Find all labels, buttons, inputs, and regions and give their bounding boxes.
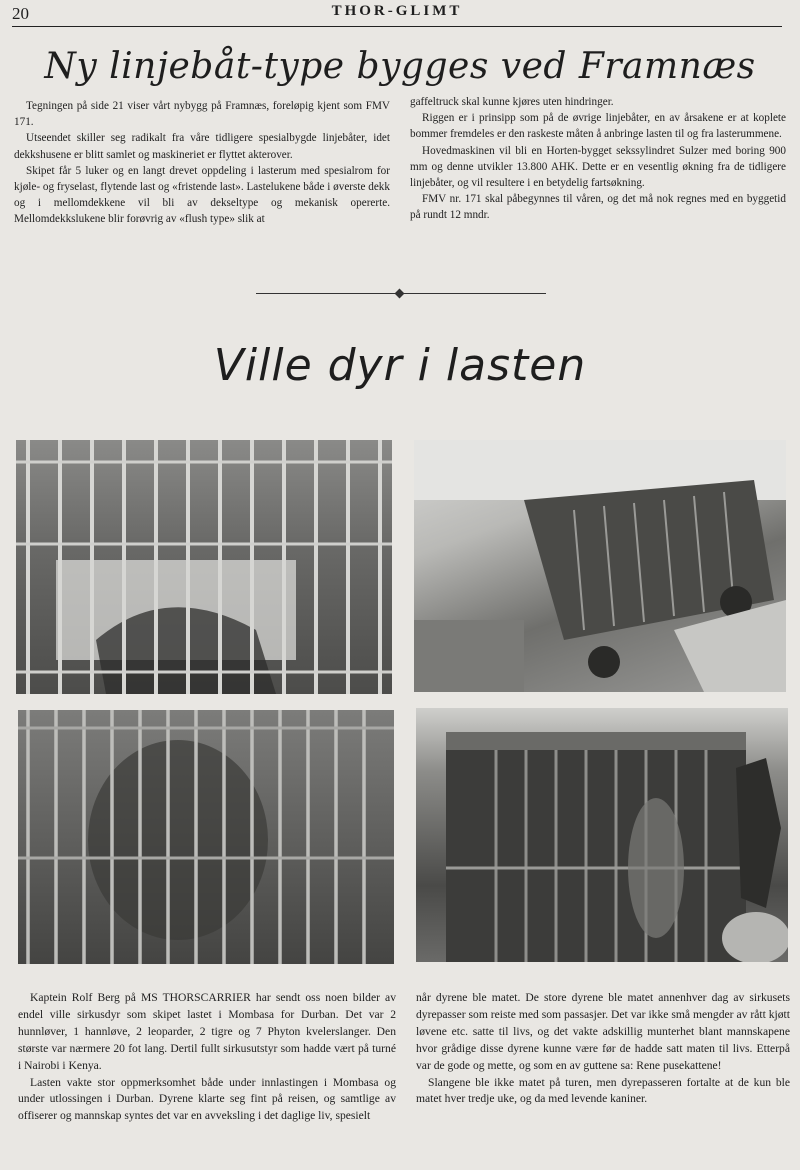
paragraph: Kaptein Rolf Berg på MS THORSCARRIER har sendt oss noen bilder av endel ville sirkusdyr som skipet lastet i Mombasa for Durban. Det var 2 hunnløver, 1 hannløve, 2 leoparder, 2 tigre og 7 Phyton kvelerslanger. Den største var nærmere 20 fot lang. Dertil fullt sirkusutstyr som hadde vært på turné i Nairobi i Kenya. <box>18 991 396 1072</box>
photo-caged-animal <box>16 440 392 694</box>
paragraph: Riggen er i prinsipp som på de øvrige linjebåter, en av årsakene er at koplete bommer fremdeles er den raskeste måten å anbringe lasten til og fra lasterummene. <box>410 112 786 141</box>
divider-ornament-icon <box>395 289 405 299</box>
article2-title: Ville dyr i lasten <box>213 340 587 391</box>
article1-column-left <box>14 98 390 228</box>
paragraph: Slangene ble ikke matet på turen, men dyrepasseren fortalte at de kun ble matet hver tredje uke, og da med levende kaniner. <box>416 1075 790 1106</box>
article2-column-right <box>416 990 790 1108</box>
article1-column-right <box>410 94 786 224</box>
paragraph: Hovedmaskinen vil bli en Horten-bygget sekssylindret Sulzer med boring 900 mm og denne utvikler 13.800 AHK. Dette er en vesentlig økning fra de tidligere linjebåter, og vil resultere i en betydelig fartsøkning. <box>410 144 786 190</box>
paragraph: Skipet får 5 luker og en langt drevet oppdeling i lasterum med spesialrom for kjøle- og fryselast, flytende last og «fristende last». Lastelukene både i øverste dekk og i mellomdekkene vil bli av dekseltype og mekanisk opererte. Mellomdekkslukene blir forøvrig av «flush type» slik at <box>14 164 390 226</box>
photo-cage-wagon-lifted <box>414 440 786 692</box>
paragraph: Utseendet skiller seg radikalt fra våre tidligere spesialbygde linjebåter, idet dekkshusene er blitt samlet og maskineriet er flyttet akterover. <box>14 132 390 161</box>
article2-column-left <box>18 990 396 1125</box>
photo-tiger-cage <box>416 708 788 962</box>
article1-title: Ny linjebåt-type bygges ved Framnæs <box>44 46 756 87</box>
paragraph: FMV nr. 171 skal påbegynnes til våren, og det må nok regnes med en byggetid på rundt 12 mndr. <box>410 193 786 222</box>
photo-lion-cage <box>18 710 394 964</box>
paragraph: Lasten vakte stor oppmerksomhet både under innlastingen i Mombasa og under utlossingen i Durban. Dyrene klarte seg fint på reisen, og samtlige av offiserer og mannskap syntes det var en avveksling i det daglige liv, spesielt <box>18 1075 396 1123</box>
magazine-title: THOR-GLIMT <box>331 3 463 19</box>
page-header <box>12 0 782 27</box>
paragraph: Tegningen på side 21 viser vårt nybygg på Framnæs, foreløpig kjent som FMV 171. <box>14 100 390 129</box>
paragraph: når dyrene ble matet. De store dyrene ble matet annenhver dag av sirkusets dyrepasser som reiste med som passasjer. Det var ikke små mengder av rått kjøtt løvene etc. satte til livs, og det vakte adskillig munterhet blant mannskapene hvor grådige disse dyrene kunne være før de hadde satt maten til livs. Etterpå var de gode og mette, og som en av guttene sa: Rene pusekattene! <box>416 991 790 1072</box>
page-number: 20 <box>12 4 29 23</box>
paragraph: gaffeltruck skal kunne kjøres uten hindringer. <box>410 96 614 108</box>
